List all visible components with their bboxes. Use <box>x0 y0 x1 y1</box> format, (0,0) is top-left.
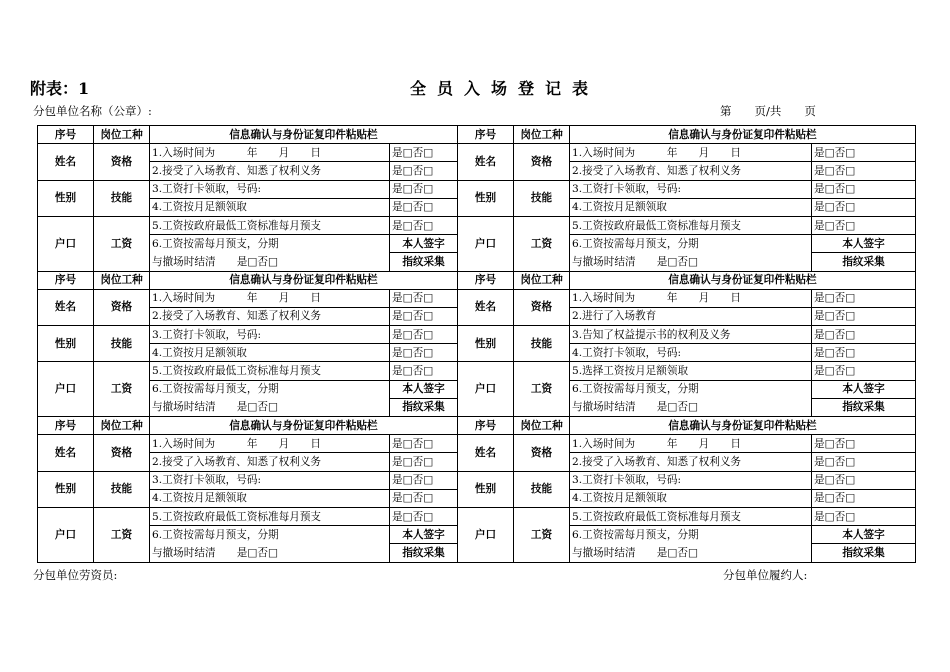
skill-label: 技能 <box>514 326 570 362</box>
yes-no-checkbox[interactable]: 是□否□ <box>812 216 916 234</box>
fingerprint-label: 指纹采集 <box>812 544 916 562</box>
page-number: 第 页/共 页 <box>720 104 816 118</box>
gender-label: 性别 <box>38 471 94 507</box>
info-item: 5.工资按政府最低工资标准每月预支 <box>150 362 390 380</box>
yes-no-checkbox[interactable]: 是□否□ <box>812 471 916 489</box>
info-item: 5.选择工资按月足额领取 <box>570 362 812 380</box>
info-item: 5.工资按政府最低工资标准每月预支 <box>570 507 812 525</box>
qualification-label: 资格 <box>514 289 570 325</box>
yes-no-checkbox[interactable]: 是□否□ <box>390 507 458 525</box>
yes-no-checkbox[interactable]: 是□否□ <box>812 326 916 344</box>
info-item: 6.工资按需每月预支，分期 <box>570 235 812 253</box>
yes-no-checkbox[interactable]: 是□否□ <box>812 180 916 198</box>
signature-label: 本人签字 <box>812 526 916 544</box>
hukou-label: 户口 <box>458 362 514 417</box>
hukou-label: 户口 <box>38 507 94 562</box>
col-header-post: 岗位工种 <box>514 417 570 435</box>
info-item: 3.工资打卡领取，号码: <box>570 471 812 489</box>
wage-label: 工资 <box>514 362 570 417</box>
fingerprint-label: 指纹采集 <box>812 398 916 416</box>
yes-no-checkbox[interactable]: 是□否□ <box>812 344 916 362</box>
yes-no-checkbox[interactable]: 是□否□ <box>390 307 458 325</box>
col-header-post: 岗位工种 <box>514 271 570 289</box>
info-item: 3.工资打卡领取，号码: <box>150 471 390 489</box>
info-item: 4.工资打卡领取，号码: <box>570 344 812 362</box>
skill-label: 技能 <box>514 471 570 507</box>
qualification-label: 资格 <box>514 435 570 471</box>
info-item: 3.告知了权益提示书的权利及义务 <box>570 326 812 344</box>
yes-no-checkbox[interactable]: 是□否□ <box>812 144 916 162</box>
info-item: 6.工资按需每月预支，分期 <box>570 380 812 398</box>
info-item: 4.工资按月足额领取 <box>150 344 390 362</box>
qualification-label: 资格 <box>94 289 150 325</box>
info-item: 6.工资按需每月预支，分期 <box>150 380 390 398</box>
yes-no-checkbox[interactable]: 是□否□ <box>812 362 916 380</box>
info-item: 1.入场时间为 年 月 日 <box>150 144 390 162</box>
signature-label: 本人签字 <box>812 235 916 253</box>
wage-label: 工资 <box>94 362 150 417</box>
wage-label: 工资 <box>514 507 570 562</box>
yes-no-checkbox[interactable]: 是□否□ <box>812 198 916 216</box>
wage-label: 工资 <box>514 216 570 271</box>
col-header-post: 岗位工种 <box>94 417 150 435</box>
info-item: 3.工资打卡领取，号码: <box>150 180 390 198</box>
wage-label: 工资 <box>94 507 150 562</box>
yes-no-checkbox[interactable]: 是□否□ <box>812 453 916 471</box>
col-header-info: 信息确认与身份证复印件粘贴栏 <box>570 271 916 289</box>
col-header-seq: 序号 <box>458 417 514 435</box>
skill-label: 技能 <box>94 326 150 362</box>
yes-no-checkbox[interactable]: 是□否□ <box>812 162 916 180</box>
gender-label: 性别 <box>458 471 514 507</box>
hukou-label: 户口 <box>38 362 94 417</box>
signature-label: 本人签字 <box>812 380 916 398</box>
info-item: 与撤场时结清 是□否□ <box>150 253 390 271</box>
yes-no-checkbox[interactable]: 是□否□ <box>812 435 916 453</box>
col-header-post: 岗位工种 <box>514 126 570 144</box>
info-item: 6.工资按需每月预支，分期 <box>150 235 390 253</box>
form-title: 全员入场登记表 <box>410 79 600 98</box>
info-item: 2.接受了入场教育、知悉了权利义务 <box>150 307 390 325</box>
signature-label: 本人签字 <box>390 380 458 398</box>
qualification-label: 资格 <box>94 435 150 471</box>
yes-no-checkbox[interactable]: 是□否□ <box>812 307 916 325</box>
yes-no-checkbox[interactable]: 是□否□ <box>812 489 916 507</box>
yes-no-checkbox[interactable]: 是□否□ <box>390 326 458 344</box>
info-item: 1.入场时间为 年 月 日 <box>150 435 390 453</box>
name-label: 姓名 <box>458 289 514 325</box>
col-header-seq: 序号 <box>458 126 514 144</box>
info-item: 与撤场时结清 是□否□ <box>150 398 390 416</box>
fingerprint-label: 指纹采集 <box>390 253 458 271</box>
wage-label: 工资 <box>94 216 150 271</box>
info-item: 6.工资按需每月预支，分期 <box>150 526 390 544</box>
col-header-info: 信息确认与身份证复印件粘贴栏 <box>570 126 916 144</box>
hukou-label: 户口 <box>38 216 94 271</box>
info-item: 2.进行了入场教育 <box>570 307 812 325</box>
col-header-post: 岗位工种 <box>94 271 150 289</box>
info-item: 4.工资按月足额领取 <box>570 489 812 507</box>
fingerprint-label: 指纹采集 <box>812 253 916 271</box>
info-item: 1.入场时间为 年 月 日 <box>570 435 812 453</box>
info-item: 5.工资按政府最低工资标准每月预支 <box>150 507 390 525</box>
gender-label: 性别 <box>458 326 514 362</box>
info-item: 2.接受了入场教育、知悉了权利义务 <box>570 162 812 180</box>
info-item: 3.工资打卡领取，号码: <box>150 326 390 344</box>
info-item: 1.入场时间为 年 月 日 <box>570 144 812 162</box>
info-item: 4.工资按月足额领取 <box>150 489 390 507</box>
col-header-seq: 序号 <box>38 126 94 144</box>
fingerprint-label: 指纹采集 <box>390 544 458 562</box>
col-header-info: 信息确认与身份证复印件粘贴栏 <box>150 417 458 435</box>
col-header-seq: 序号 <box>38 271 94 289</box>
col-header-info: 信息确认与身份证复印件粘贴栏 <box>150 126 458 144</box>
hukou-label: 户口 <box>458 507 514 562</box>
yes-no-checkbox[interactable]: 是□否□ <box>390 344 458 362</box>
name-label: 姓名 <box>38 144 94 180</box>
col-header-info: 信息确认与身份证复印件粘贴栏 <box>150 271 458 289</box>
col-header-seq: 序号 <box>458 271 514 289</box>
name-label: 姓名 <box>458 435 514 471</box>
skill-label: 技能 <box>94 471 150 507</box>
info-item: 与撤场时结清 是□否□ <box>570 253 812 271</box>
qualification-label: 资格 <box>94 144 150 180</box>
col-header-info: 信息确认与身份证复印件粘贴栏 <box>570 417 916 435</box>
info-item: 5.工资按政府最低工资标准每月预支 <box>570 216 812 234</box>
gender-label: 性别 <box>38 326 94 362</box>
hukou-label: 户口 <box>458 216 514 271</box>
info-item: 4.工资按月足额领取 <box>150 198 390 216</box>
info-item: 与撤场时结清 是□否□ <box>570 544 812 562</box>
fingerprint-label: 指纹采集 <box>390 398 458 416</box>
yes-no-checkbox[interactable]: 是□否□ <box>390 216 458 234</box>
info-item: 与撤场时结清 是□否□ <box>570 398 812 416</box>
gender-label: 性别 <box>458 180 514 216</box>
yes-no-checkbox[interactable]: 是□否□ <box>390 198 458 216</box>
yes-no-checkbox[interactable]: 是□否□ <box>390 144 458 162</box>
info-item: 2.接受了入场教育、知悉了权利义务 <box>570 453 812 471</box>
col-header-post: 岗位工种 <box>94 126 150 144</box>
signature-label: 本人签字 <box>390 235 458 253</box>
labor-clerk-label: 分包单位劳资员: <box>33 568 118 582</box>
signature-label: 本人签字 <box>390 526 458 544</box>
info-item: 2.接受了入场教育、知悉了权利义务 <box>150 162 390 180</box>
yes-no-checkbox[interactable]: 是□否□ <box>390 453 458 471</box>
yes-no-checkbox[interactable]: 是□否□ <box>390 362 458 380</box>
col-header-seq: 序号 <box>38 417 94 435</box>
info-item: 6.工资按需每月预支，分期 <box>570 526 812 544</box>
name-label: 姓名 <box>38 289 94 325</box>
info-item: 1.入场时间为 年 月 日 <box>150 289 390 307</box>
yes-no-checkbox[interactable]: 是□否□ <box>390 162 458 180</box>
qualification-label: 资格 <box>514 144 570 180</box>
name-label: 姓名 <box>38 435 94 471</box>
skill-label: 技能 <box>514 180 570 216</box>
yes-no-checkbox[interactable]: 是□否□ <box>390 471 458 489</box>
info-item: 5.工资按政府最低工资标准每月预支 <box>150 216 390 234</box>
info-item: 与撤场时结清 是□否□ <box>150 544 390 562</box>
info-item: 2.接受了入场教育、知悉了权利义务 <box>150 453 390 471</box>
info-item: 3.工资打卡领取，号码: <box>570 180 812 198</box>
yes-no-checkbox[interactable]: 是□否□ <box>390 289 458 307</box>
yes-no-checkbox[interactable]: 是□否□ <box>390 489 458 507</box>
name-label: 姓名 <box>458 144 514 180</box>
registration-table <box>37 125 916 563</box>
gender-label: 性别 <box>38 180 94 216</box>
yes-no-checkbox[interactable]: 是□否□ <box>390 180 458 198</box>
appendix-label: 附表：1 <box>30 79 90 98</box>
contract-performer-label: 分包单位履约人: <box>723 568 808 582</box>
yes-no-checkbox[interactable]: 是□否□ <box>390 435 458 453</box>
yes-no-checkbox[interactable]: 是□否□ <box>812 507 916 525</box>
subcontractor-unit-label: 分包单位名称（公章）: <box>33 104 152 118</box>
skill-label: 技能 <box>94 180 150 216</box>
info-item: 1.入场时间为 年 月 日 <box>570 289 812 307</box>
yes-no-checkbox[interactable]: 是□否□ <box>812 289 916 307</box>
info-item: 4.工资按月足额领取 <box>570 198 812 216</box>
